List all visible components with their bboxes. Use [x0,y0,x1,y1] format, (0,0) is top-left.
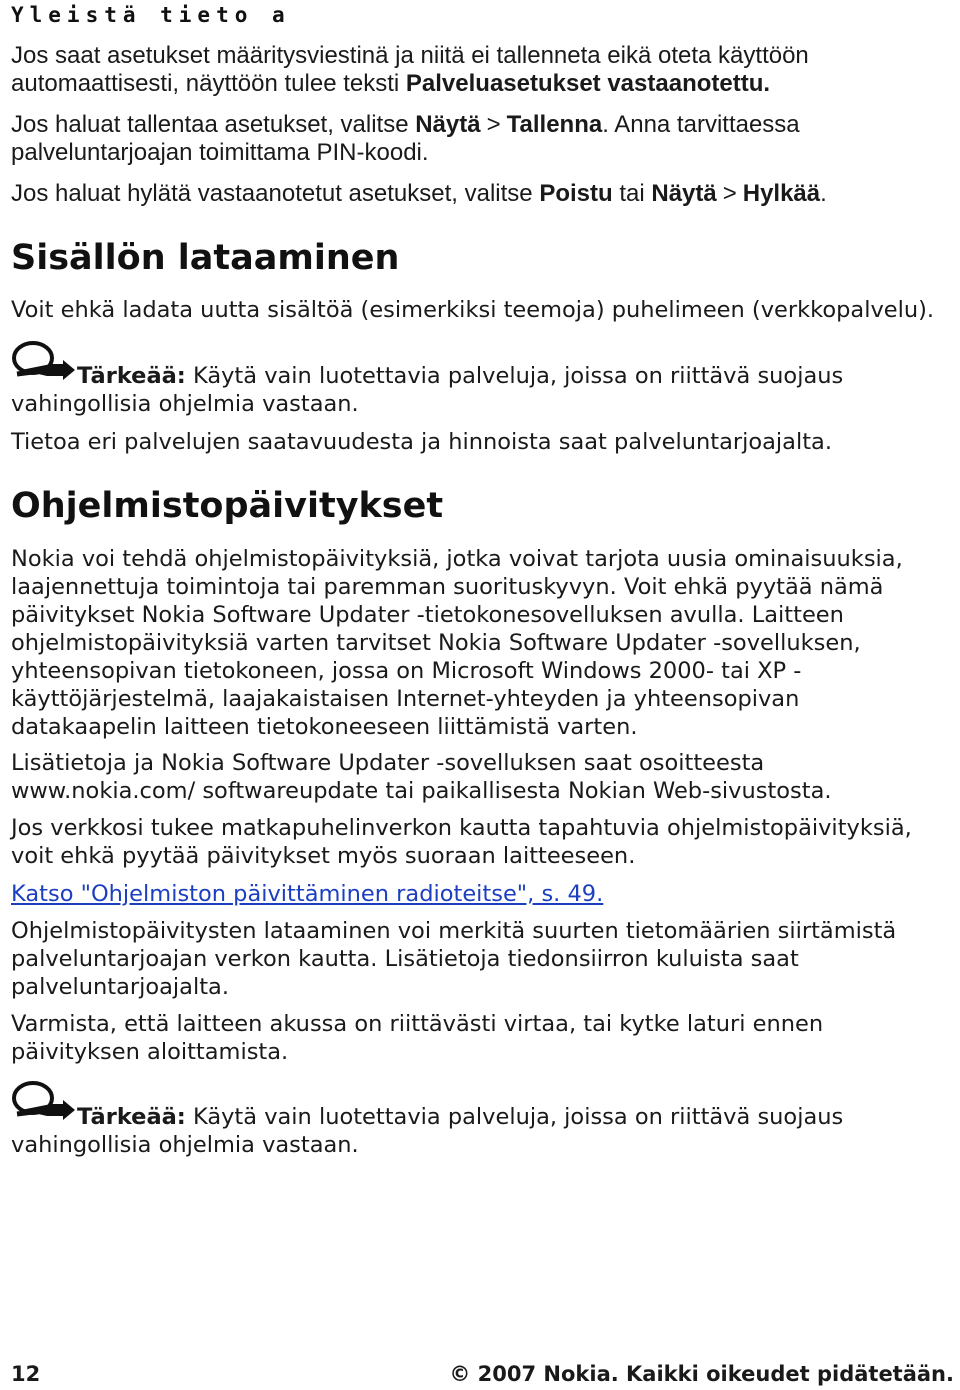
settings-paragraph-2 [11,111,871,167]
updates-paragraph-2: Lisätietoja ja Nokia Software Updater -sovelluksen saat osoitteesta www.nokia.com/ softwareupdate tai paikallisesta Nokian Web-sivustosta. [11,750,832,804]
important-note-1 [11,362,956,418]
settings-text: . Anna tarvittaessa palveluntarjoajan toimittama PIN-koodi. [11,111,800,166]
settings-text: Jos haluat tallentaa asetukset, valitse [11,111,416,138]
menu-term-exit: Poistu [539,180,613,207]
settings-text: tai [612,180,652,207]
note-label: Tärkeää: [77,1104,186,1130]
settings-paragraph-3 [11,180,956,208]
updates-paragraph-3: Jos verkkosi tukee matkapuhelinverkon kautta tapahtuvia ohjelmistopäivityksiä, voit ehkä pyytää päivitykset myös suoraan laitteeseen. [11,815,912,869]
updates-paragraph-1: Nokia voi tehdä ohjelmistopäivityksiä, jotka voivat tarjota uusia ominaisuuksia, laajennettuja toimintoja tai paremman suorituskyvyn. Voit ehkä pyytää nämä päivitykset Nokia Software Updater -tietokonesovelluksen avulla. Laitteen ohjelmistopäivityksiä varten tarvitset Nokia Software Updater -sovelluksen, yhteensopivan tietokoneen, jossa on Microsoft Windows 2000- tai XP -käyttöjärjestelmä, laajakaistaisen Internet-yhteyden ja yhteensopivan datakaapelin laitteen tietokoneeseen liittämistä varten. [11,546,903,740]
settings-text: Jos haluat hylätä vastaanotetut asetukset, valitse [11,180,540,207]
ota-update-link[interactable]: Katso "Ohjelmiston päivittäminen radioteitse", s. 49. [11,881,604,907]
settings-paragraph-1 [11,42,871,98]
important-note-2 [11,1103,956,1159]
settings-text: Jos saat asetukset määritysviestinä ja niitä ei tallenneta eikä oteta käyttöön automaattisesti, näyttöön tulee teksti [11,42,809,97]
running-head: Yleistä tieto a [11,3,291,27]
updates-paragraph-4: Ohjelmistopäivitysten lataaminen voi merkitä suurten tietomäärien siirtämistä palveluntarjoajan verkon kautta. Lisätietoja tiedonsiirron kuluista saat palveluntarjoajalta. [11,918,897,1000]
content-paragraph-1: Voit ehkä ladata uutta sisältöä (esimerkiksi teemoja) puhelimeen (verkkopalvelu). [11,297,935,323]
note-text: Käytä vain luotettavia palveluja, joissa on riittävä suojaus vahingollisia ohjelmia vastaan. [11,363,844,417]
menu-separator: > [486,111,501,138]
updates-link-paragraph [11,880,951,908]
note-label: Tärkeää: [77,363,186,389]
page-number: 12 [11,1362,41,1386]
content-paragraph-2: Tietoa eri palvelujen saatavuudesta ja hinnoista saat palveluntarjoajalta. [11,429,832,455]
menu-term-show: Näytä [651,180,717,207]
heading-software-updates: Ohjelmistopäivitykset [11,486,444,526]
menu-term-reject: Hylkää [742,180,821,207]
note-text: Käytä vain luotettavia palveluja, joissa on riittävä suojaus vahingollisia ohjelmia vastaan. [11,1104,844,1158]
menu-term-show: Näytä [415,111,481,138]
menu-term-service-settings: Palveluasetukset vastaanotettu. [405,70,771,97]
menu-term-save: Tallenna [506,111,603,138]
updates-paragraph-5: Varmista, että laitteen akussa on riittävästi virtaa, tai kytke laturi ennen päivityksen aloittamista. [11,1011,824,1065]
menu-separator: > [722,180,737,207]
copyright-notice: © 2007 Nokia. Kaikki oikeudet pidätetään. [449,1362,954,1386]
settings-text: . [820,180,827,207]
heading-content-download: Sisällön lataaminen [11,238,400,278]
